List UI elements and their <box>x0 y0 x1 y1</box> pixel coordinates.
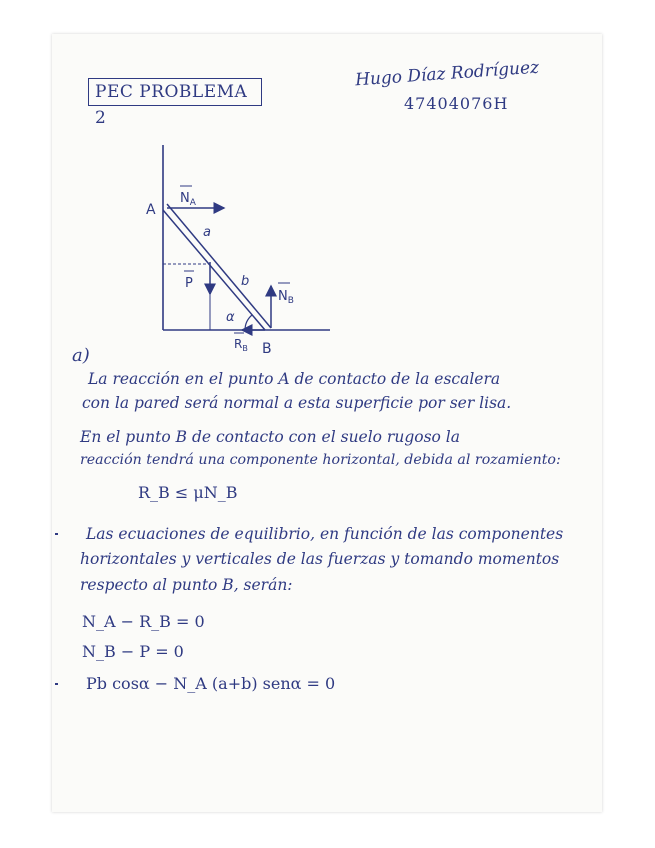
angle-label: α <box>226 310 235 325</box>
paragraph-3-line-3: respecto al punto B, serán: <box>80 576 293 594</box>
equation-1: N_A − R_B = 0 <box>82 612 205 631</box>
weight-label: P <box>185 276 193 291</box>
author-name: Hugo Díaz Rodríguez <box>354 57 540 91</box>
paragraph-2-line-1: En el punto B de contacto con el suelo rugoso la <box>80 428 460 446</box>
paragraph-3-line-1: Las ecuaciones de equilibrio, en función de las componentes <box>86 525 564 543</box>
point-b-label: B <box>262 341 272 357</box>
na-label: $N_A$ <box>180 191 196 208</box>
nb-label: $N_B$ <box>278 289 294 306</box>
margin-mark <box>55 533 58 535</box>
segment-a-label: a <box>203 225 211 240</box>
paragraph-1-line-1: La reacción en el punto A de contacto de la escalera <box>88 370 501 388</box>
equation-3: Pb cosα − N_A (a+b) senα = 0 <box>86 674 336 693</box>
margin-mark <box>55 683 58 685</box>
rb-label: $R_B$ <box>234 337 248 353</box>
student-id: 47404076H <box>404 94 509 113</box>
paragraph-1-line-2: con la pared será normal a esta superficie por ser lisa. <box>82 394 512 412</box>
friction-inequality: R_B ≤ μN_B <box>138 483 238 502</box>
paragraph-2-line-2: reacción tendrá una componente horizontal, debida al rozamiento: <box>80 452 561 468</box>
page-title: PEC PROBLEMA 2 <box>88 78 262 106</box>
angle-arc <box>245 315 252 330</box>
equation-2: N_B − P = 0 <box>82 642 184 661</box>
paragraph-3-line-2: horizontales y verticales de las fuerzas y tomando momentos <box>80 550 560 568</box>
ladder-line-1 <box>163 210 265 330</box>
point-a-label: A <box>146 202 156 218</box>
ladder-line-2 <box>167 204 271 328</box>
segment-b-label: b <box>241 274 250 289</box>
section-label: a) <box>72 345 90 366</box>
